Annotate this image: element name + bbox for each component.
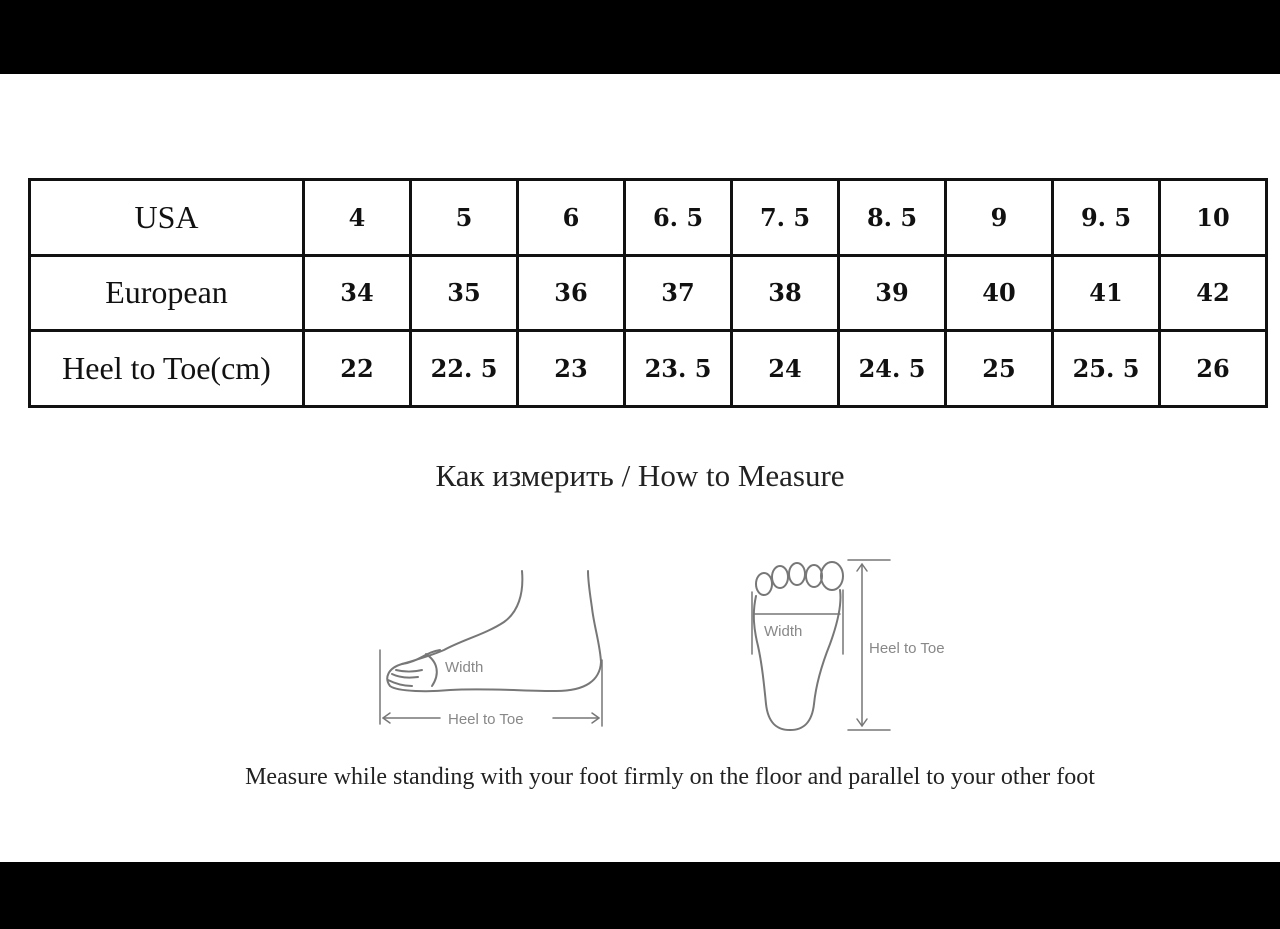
- table-cell: 26: [1160, 331, 1267, 407]
- table-cell: 9: [946, 180, 1053, 256]
- table-cell: 41: [1053, 255, 1160, 331]
- row-label-usa: USA: [30, 180, 304, 256]
- sole-heel-to-toe-label: Heel to Toe: [869, 640, 945, 657]
- table-cell: 23: [518, 331, 625, 407]
- table-cell: 22. 5: [411, 331, 518, 407]
- table-cell: 38: [732, 255, 839, 331]
- measure-instruction: Measure while standing with your foot firmly on the floor and parallel to your other foot: [245, 764, 1095, 790]
- table-cell: 39: [839, 255, 946, 331]
- side-width-label: Width: [445, 659, 484, 676]
- sole-width-label: Width: [764, 623, 803, 640]
- table-cell: 8. 5: [839, 180, 946, 256]
- table-cell: 42: [1160, 255, 1267, 331]
- table-cell: 22: [304, 331, 411, 407]
- table-cell: 24: [732, 331, 839, 407]
- how-to-measure-title: Как измерить / How to Measure: [435, 458, 845, 493]
- side-foot-icon: [380, 571, 602, 726]
- table-cell: 23. 5: [625, 331, 732, 407]
- table-cell: 36: [518, 255, 625, 331]
- measure-illustrations: [0, 74, 1280, 862]
- table-cell: 6. 5: [625, 180, 732, 256]
- table-cell: 35: [411, 255, 518, 331]
- row-label-european: European: [30, 255, 304, 331]
- table-cell: 24. 5: [839, 331, 946, 407]
- table-cell: 25. 5: [1053, 331, 1160, 407]
- table-cell: 7. 5: [732, 180, 839, 256]
- table-cell: 25: [946, 331, 1053, 407]
- table-cell: 10: [1160, 180, 1267, 256]
- table-cell: 5: [411, 180, 518, 256]
- table-cell: 40: [946, 255, 1053, 331]
- size-chart-page: [0, 74, 1280, 862]
- table-cell: 4: [304, 180, 411, 256]
- table-cell: 34: [304, 255, 411, 331]
- side-heel-to-toe-label: Heel to Toe: [448, 711, 524, 728]
- row-label-heel-to-toe: Heel to Toe(cm): [30, 331, 304, 407]
- table-cell: 6: [518, 180, 625, 256]
- table-cell: 37: [625, 255, 732, 331]
- table-cell: 9. 5: [1053, 180, 1160, 256]
